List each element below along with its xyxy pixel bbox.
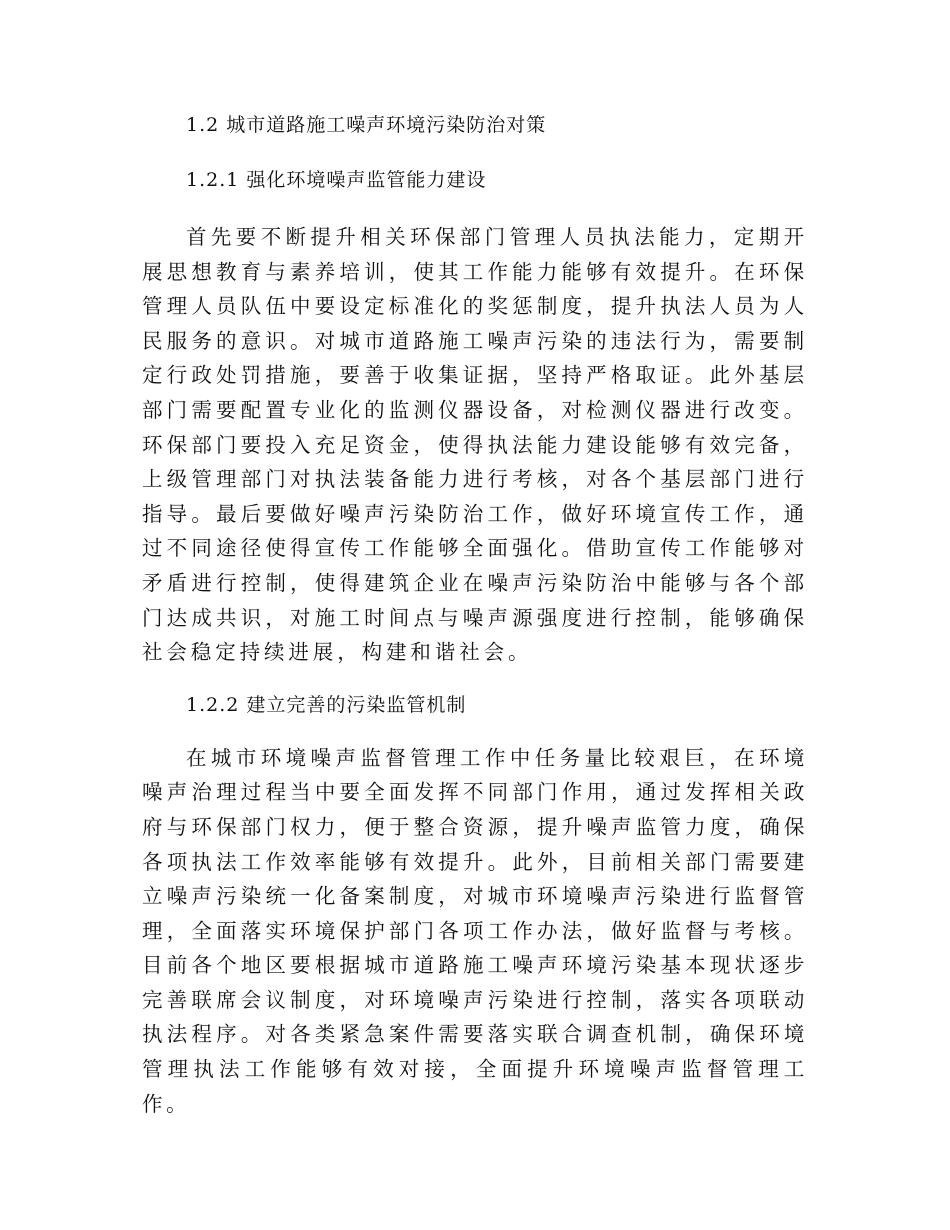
subsection-paragraph-2: 在城市环境噪声监督管理工作中任务量比较艰巨，在环境噪声治理过程当中要全面发挥不同部门作用，通过发挥相关政府与环保部门权力，便于整合资源，提升噪声监管力度，确保各项执法工作效率能够有效提升。此外，目前相关部门需要建立噪声污染统一化备案制度，对城市环境噪声污染进行监督管理，全面落实环境保护部门各项工作办法，做好监督与考核。目前各个地区要根据城市道路施工噪声环境污染基本现状逐步完善联席会议制度，对环境噪声污染进行控制，落实各项联动执法程序。对各类紧急案件需要落实联合调查机制，确保环境管理执法工作能够有效对接，全面提升环境噪声监督管理工作。 [142, 745, 808, 1116]
subsection-heading-2: 1.2.2 建立完善的污染监管机制 [186, 693, 467, 716]
section-heading: 1.2 城市道路施工噪声环境污染防治对策 [186, 114, 547, 136]
document-body [142, 110, 808, 1121]
subsection-paragraph-1: 首先要不断提升相关环保部门管理人员执法能力，定期开展思想教育与素养培训，使其工作能力能够有效提升。在环保管理人员队伍中要设定标准化的奖惩制度，提升执法人员为人民服务的意识。对城市道路施工噪声污染的违法行为，需要制定行政处罚措施，要善于收集证据，坚持严格取证。此外基层部门需要配置专业化的监测仪器设备，对检测仪器进行改变。环保部门要投入充足资金，使得执法能力建设能够有效完备，上级管理部门对执法装备能力进行考核，对各个基层部门进行指导。最后要做好噪声污染防治工作，做好环境宣传工作，通过不同途径使得宣传工作能够全面强化。借助宣传工作能够对矛盾进行控制，使得建筑企业在噪声污染防治中能够与各个部门达成共识，对施工时间点与噪声源强度进行控制，能够确保社会稳定持续进展，构建和谐社会。 [142, 225, 808, 665]
subsection-heading-1: 1.2.1 强化环境噪声监管能力建设 [186, 169, 487, 191]
